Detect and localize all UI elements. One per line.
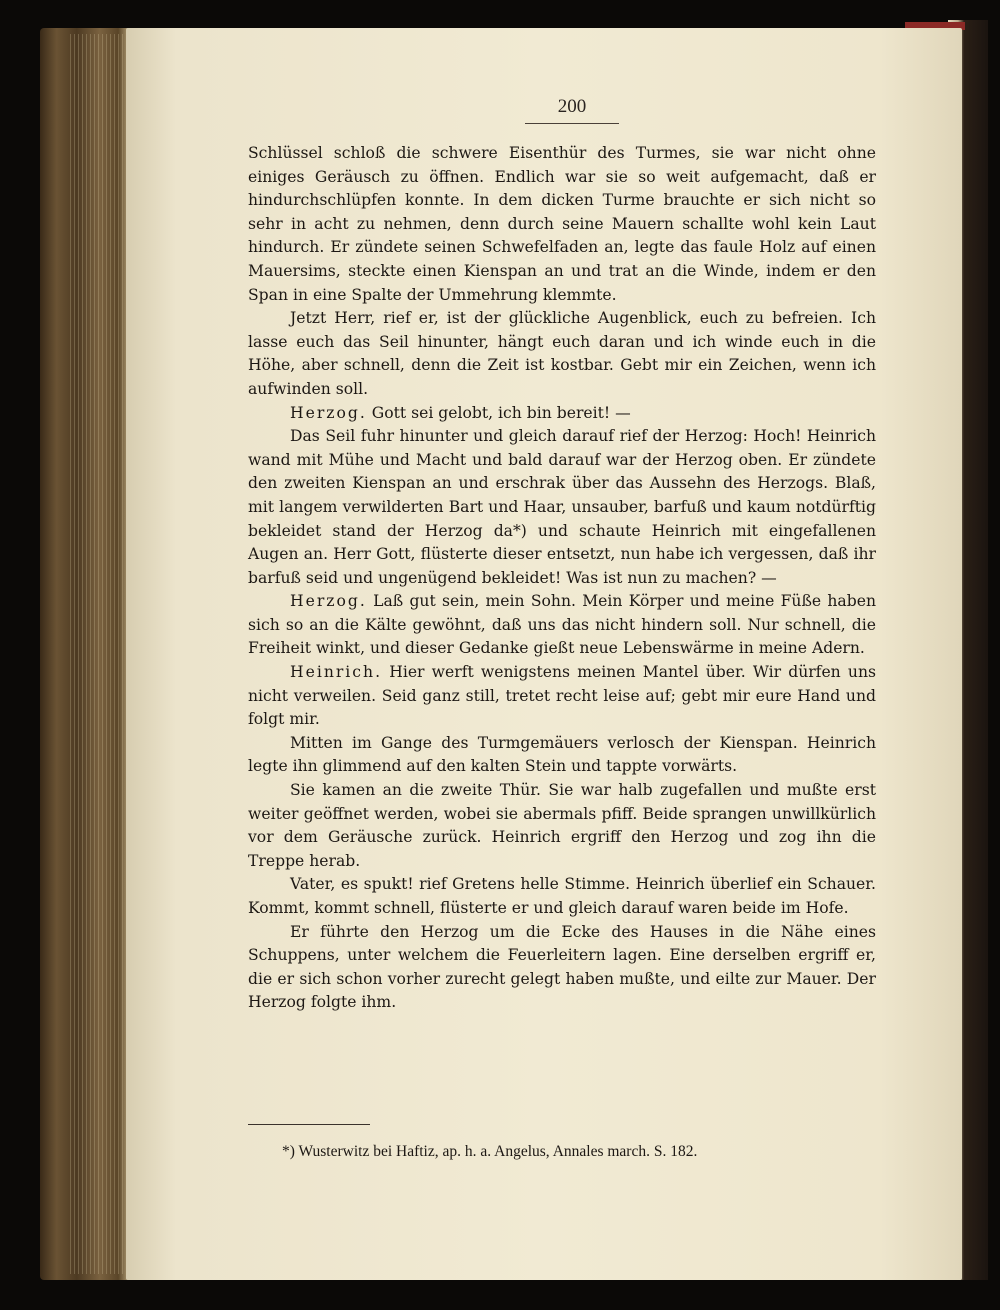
- footnote-rule: [248, 1124, 370, 1125]
- paragraph-text: Jetzt Herr, rief er, ist der glückliche Augenblick, euch zu befreien. Ich lasse euch das Seil hinunter, hängt euch daran und ich winde euch in die Höhe, aber schnell, denn die Zeit ist kostbar. Gebt mir ein Zeichen, wenn ich aufwinden soll.: [248, 309, 876, 398]
- page-edge-texture: [70, 34, 128, 1274]
- paragraph-text: Vater, es spukt! rief Gretens helle Stimme. Heinrich überlief ein Schauer. Kommt, kommt schnell, flüsterte er und gleich darauf waren beide im Hofe.: [248, 875, 876, 917]
- speaker-name: Heinrich.: [290, 663, 383, 682]
- body-text: [248, 142, 876, 1015]
- paragraph: [248, 425, 876, 590]
- paragraph: [248, 402, 876, 426]
- speaker-name: Herzog.: [290, 592, 367, 611]
- page-number: 200: [557, 96, 587, 117]
- paragraph-text: Schlüssel schloß die schwere Eisenthür des Turmes, sie war nicht ohne einiges Geräusch zu öffnen. Endlich war sie so weit aufgemacht, daß er hindurchschlüpfen konnte. In dem dicken Turme brauchte er sich nicht so sehr in acht zu nehmen, denn durch seine Mauern schallte wohl kein Laut hindurch. Er zündete seinen Schwefelfaden an, legte das faule Holz auf einen Mauersims, steckte einen Kienspan an und trat an die Winde, indem er den Span in eine Spalte der Ummehrung klemmte.: [248, 144, 876, 304]
- paragraph-text: Mitten im Gange des Turmgemäuers verlosch der Kienspan. Heinrich legte ihn glimmend auf den kalten Stein und tappte vorwärts.: [248, 733, 876, 776]
- paragraph: [248, 142, 876, 307]
- paragraph-text: Sie kamen an die zweite Thür. Sie war halb zugefallen und mußte erst weiter geöffnet werden, wobei sie abermals pfiff. Beide sprangen unwillkürlich vor dem Geräusche zurück. Heinrich ergriff den Herzog und zog ihn die Treppe herab.: [248, 781, 876, 870]
- paragraph: [248, 732, 876, 779]
- paragraph: [248, 590, 876, 661]
- footnote: *) Wusterwitz bei Haftiz, ap. h. a. Angelus, Annales march. S. 182.: [282, 1143, 698, 1160]
- paragraph-text: Das Seil fuhr hinunter und gleich darauf rief der Herzog: Hoch! Heinrich wand mit Mühe und Macht und bald darauf war der Herzog oben. Er zündete den zweiten Kienspan an und erschrak über das Aussehn des Herzogs. Blaß, mit langem verwilderten Bart und Haar, unsauber, barfuß und kaum notdürftig bekleidet stand der Herzog da*) und schaute Heinrich mit eingefallenen Augen an. Herr Gott, flüsterte dieser entsetzt, nun habe ich vergessen, daß ihr barfuß seid und ungenügend bekleidet! Was ist nun zu machen? —: [248, 427, 876, 587]
- paragraph-text: Hier werft wenigstens meinen Mantel über. Wir dürfen uns nicht verweilen. Seid ganz still, tretet recht leise auf; gebt mir eure Hand und folgt mir.: [248, 663, 876, 729]
- paragraph: [248, 779, 876, 873]
- paragraph: [248, 661, 876, 732]
- paragraph-text: Gott sei gelobt, ich bin bereit! —: [371, 403, 631, 422]
- paragraph: [248, 307, 876, 401]
- paragraph: [248, 873, 876, 920]
- page-number-rule: [525, 123, 619, 124]
- paragraph-text: Er führte den Herzog um die Ecke des Hauses in die Nähe eines Schuppens, unter welchem die Feuerleitern lagen. Eine derselben ergriff er, die er sich schon vorher zurecht gelegt haben mußte, und eilte zur Mauer. Der Herzog folgte ihm.: [248, 922, 876, 1012]
- paragraph: [248, 921, 876, 1015]
- paragraph-text: Laß gut sein, mein Sohn. Mein Körper und meine Füße haben sich so an die Kälte gewöhnt, daß uns das nicht hindern soll. Nur schnell, die Freiheit winkt, und dieser Gedanke gießt neue Lebenswärme in meine Adern.: [248, 592, 876, 658]
- speaker-name: Herzog.: [290, 403, 367, 422]
